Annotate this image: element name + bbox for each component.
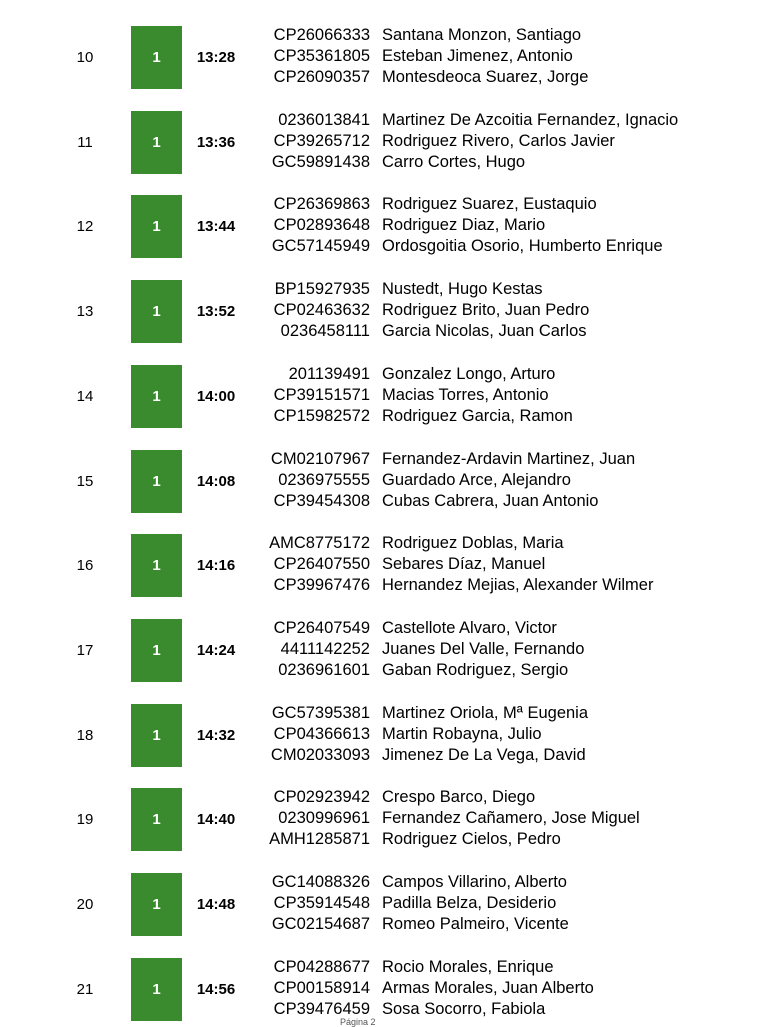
player-row <box>0 554 762 575</box>
page-footer: Página 2 <box>340 1017 376 1027</box>
group-number: 16 <box>76 557 94 575</box>
player-name: Fernandez Cañamero, Jose Miguel <box>382 809 640 828</box>
tee-time-group <box>0 110 762 176</box>
group-number: 12 <box>76 218 94 236</box>
group-number: 17 <box>76 641 94 659</box>
tee-time: 14:24 <box>196 641 236 659</box>
player-name: Martinez De Azcoitia Fernandez, Ignacio <box>382 110 679 129</box>
player-row <box>0 321 762 342</box>
player-license: 4411142252 <box>280 639 370 658</box>
player-license: CP35914548 <box>273 894 370 912</box>
tee-time-group <box>0 872 762 938</box>
tee-badge: 1 <box>131 111 182 174</box>
tee-time-group <box>0 25 762 91</box>
tee-time: 14:08 <box>196 472 236 490</box>
player-license: GC57145949 <box>271 237 370 256</box>
player-name: Santana Monzon, Santiago <box>382 26 582 44</box>
player-name: Juanes Del Valle, Fernando <box>382 639 585 658</box>
player-name: Garcia Nicolas, Juan Carlos <box>382 322 587 341</box>
player-license: CP26407549 <box>273 618 370 637</box>
player-row <box>0 957 762 978</box>
tee-badge: 1 <box>131 280 182 343</box>
player-name: Martin Robayna, Julio <box>382 724 542 743</box>
player-name: Rodriguez Garcia, Ramon <box>382 406 573 425</box>
player-license: CP26407550 <box>273 555 370 574</box>
tee-time-group <box>0 618 762 684</box>
tee-badge: 1 <box>131 195 182 258</box>
tee-time-group <box>0 364 762 430</box>
tee-time: 14:40 <box>196 811 236 829</box>
player-license: CP39476459 <box>273 999 370 1018</box>
player-license: GC59891438 <box>271 152 370 171</box>
tee-time: 13:44 <box>196 218 236 236</box>
player-license: 0236013841 <box>278 110 370 129</box>
player-license: GC14088326 <box>271 873 370 891</box>
tee-time: 14:32 <box>196 726 236 744</box>
player-row <box>0 300 762 321</box>
player-name: Rodriguez Doblas, Maria <box>382 534 564 553</box>
player-name: Martinez Oriola, Mª Eugenia <box>382 703 589 722</box>
group-number: 18 <box>76 726 94 744</box>
player-license: CM02033093 <box>270 745 370 764</box>
player-row <box>0 470 762 491</box>
player-name: Rodriguez Rivero, Carlos Javier <box>382 131 615 150</box>
group-number: 14 <box>76 387 94 405</box>
player-license: CP26369863 <box>273 195 370 214</box>
player-row <box>0 110 762 131</box>
tee-badge: 1 <box>131 788 182 851</box>
player-name: Sebares Díaz, Manuel <box>382 555 546 574</box>
player-license: 0236975555 <box>278 470 370 489</box>
player-row <box>0 703 762 724</box>
player-name: Hernandez Mejias, Alexander Wilmer <box>382 576 654 595</box>
tee-badge: 1 <box>131 365 182 428</box>
group-number: 11 <box>77 133 93 151</box>
player-row <box>0 449 762 470</box>
tee-time-group <box>0 787 762 853</box>
player-row <box>0 236 762 257</box>
player-license: AMC8775172 <box>269 534 370 553</box>
player-row <box>0 194 762 215</box>
player-row <box>0 978 762 999</box>
group-number: 15 <box>76 472 94 490</box>
tee-time: 13:36 <box>196 133 236 151</box>
tee-badge: 1 <box>131 873 182 936</box>
player-name: Rodriguez Brito, Juan Pedro <box>382 301 590 320</box>
tee-time: 14:48 <box>196 896 236 913</box>
player-name: Nustedt, Hugo Kestas <box>382 280 543 299</box>
player-license: CP35361805 <box>273 47 370 65</box>
player-row <box>0 131 762 152</box>
player-license: CP39454308 <box>273 491 370 510</box>
player-license: CP02923942 <box>273 788 370 807</box>
player-row <box>0 364 762 385</box>
player-row <box>0 385 762 406</box>
player-row <box>0 660 762 681</box>
player-license: 0230996961 <box>278 809 370 828</box>
player-row <box>0 25 762 46</box>
tee-badge: 1 <box>131 704 182 767</box>
player-license: GC57395381 <box>271 703 370 722</box>
tee-time-group <box>0 957 762 1023</box>
player-name: Romeo Palmeiro, Vicente <box>382 915 569 933</box>
player-name: Castellote Alvaro, Victor <box>382 618 557 637</box>
tee-time: 13:52 <box>196 303 236 321</box>
player-license: CP04366613 <box>273 724 370 743</box>
player-license: CP26090357 <box>273 68 370 86</box>
player-name: Campos Villarino, Alberto <box>382 873 567 891</box>
tee-time: 14:56 <box>196 980 236 998</box>
group-number: 21 <box>76 980 94 998</box>
player-row <box>0 46 762 67</box>
player-name: Sosa Socorro, Fabiola <box>382 999 546 1018</box>
player-license: AMH1285871 <box>269 830 370 849</box>
player-license: CP02463632 <box>273 301 370 320</box>
player-row <box>0 999 762 1020</box>
player-row <box>0 872 762 893</box>
player-row <box>0 67 762 88</box>
tee-time: 14:00 <box>196 387 236 405</box>
player-row <box>0 724 762 745</box>
player-name: Cubas Cabrera, Juan Antonio <box>382 491 599 510</box>
player-name: Guardado Arce, Alejandro <box>382 470 571 489</box>
tee-time-group <box>0 703 762 769</box>
player-name: Rodriguez Cielos, Pedro <box>382 830 561 849</box>
player-name: Esteban Jimenez, Antonio <box>382 47 573 65</box>
player-row <box>0 808 762 829</box>
player-row <box>0 914 762 935</box>
group-number: 19 <box>76 811 94 829</box>
player-license: BP15927935 <box>274 280 370 299</box>
player-name: Carro Cortes, Hugo <box>382 152 526 171</box>
player-row <box>0 152 762 173</box>
tee-badge: 1 <box>131 619 182 682</box>
player-license: GC02154687 <box>271 915 370 933</box>
player-name: Armas Morales, Juan Alberto <box>382 978 594 997</box>
player-row <box>0 639 762 660</box>
player-license: CP39151571 <box>273 385 370 404</box>
player-name: Fernandez-Ardavin Martinez, Juan <box>382 449 636 468</box>
player-name: Crespo Barco, Diego <box>382 788 536 807</box>
player-row <box>0 893 762 914</box>
player-row <box>0 618 762 639</box>
player-row <box>0 491 762 512</box>
player-license: CM02107967 <box>270 449 370 468</box>
player-license: CP39265712 <box>273 131 370 150</box>
player-name: Padilla Belza, Desiderio <box>382 894 557 912</box>
player-row <box>0 829 762 850</box>
player-row <box>0 215 762 236</box>
player-name: Rodriguez Suarez, Eustaquio <box>382 195 597 214</box>
tee-badge: 1 <box>131 450 182 513</box>
player-name: Montesdeoca Suarez, Jorge <box>382 68 589 86</box>
player-name: Rocio Morales, Enrique <box>382 957 554 976</box>
player-license: CP00158914 <box>273 978 370 997</box>
tee-badge: 1 <box>131 26 182 89</box>
player-name: Jimenez De La Vega, David <box>382 745 586 764</box>
player-row <box>0 279 762 300</box>
player-license: 0236458111 <box>280 322 370 341</box>
player-license: 201139491 <box>288 364 370 383</box>
player-row <box>0 406 762 427</box>
tee-time-group <box>0 194 762 260</box>
player-name: Gonzalez Longo, Arturo <box>382 364 556 383</box>
player-license: 0236961601 <box>278 660 370 679</box>
player-name: Gaban Rodriguez, Sergio <box>382 660 569 679</box>
tee-time: 13:28 <box>196 49 236 66</box>
player-row <box>0 533 762 554</box>
player-row <box>0 745 762 766</box>
tee-time-group <box>0 449 762 515</box>
player-name: Rodriguez Diaz, Mario <box>382 216 546 235</box>
group-number: 20 <box>76 896 94 913</box>
player-name: Ordosgoitia Osorio, Humberto Enrique <box>382 237 663 256</box>
player-license: CP39967476 <box>273 576 370 595</box>
tee-time-group <box>0 533 762 599</box>
player-row <box>0 787 762 808</box>
player-license: CP15982572 <box>273 406 370 425</box>
player-license: CP04288677 <box>273 957 370 976</box>
tee-time-group <box>0 279 762 345</box>
player-name: Macias Torres, Antonio <box>382 385 549 404</box>
group-number: 10 <box>76 49 94 66</box>
tee-time: 14:16 <box>196 557 236 575</box>
tee-badge: 1 <box>131 958 182 1021</box>
player-license: CP02893648 <box>273 216 370 235</box>
player-license: CP26066333 <box>273 26 370 44</box>
tee-badge: 1 <box>131 534 182 597</box>
player-row <box>0 575 762 596</box>
group-number: 13 <box>76 303 94 321</box>
